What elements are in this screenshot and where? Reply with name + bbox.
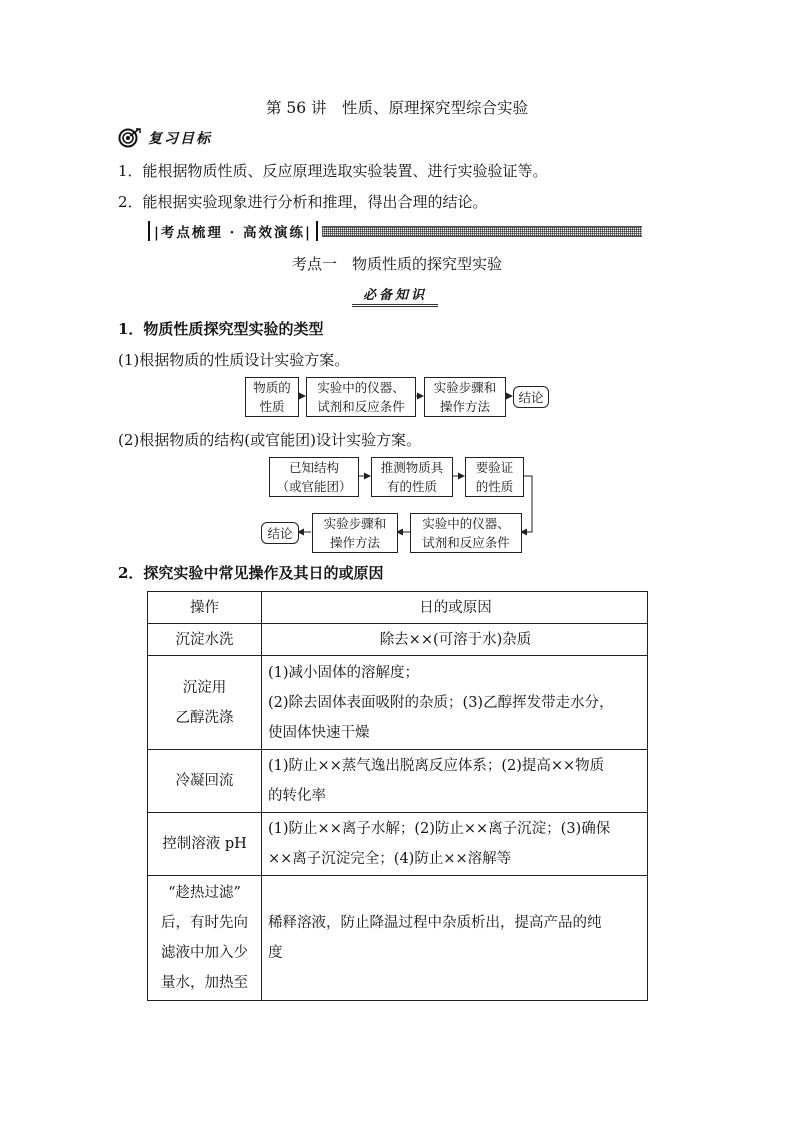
objective-item: 1．能根据物质性质、反应原理选取实验装置、进行实验验证等。 — [118, 162, 548, 180]
part2-heading: 2．探究实验中常见操作及其日的或原因 — [118, 564, 384, 582]
page-title: 第 56 讲 性质、原理探究型综合实验 — [265, 99, 529, 117]
table-cell-op: “趁热过滤” 后，有时先向 滤液中加入少 量水，加热至 — [148, 876, 262, 1001]
flow2-box-steps: 实验步骤和 操作方法 — [312, 513, 398, 553]
table-row — [148, 750, 648, 813]
objective-item: 2．能根据实验现象进行分析和推理，得出合理的结论。 — [118, 193, 488, 211]
table-cell-reason: (1)防止××离子水解；(2)防止××离子沉淀；(3)确保 ××离子沉淀完全；(4)防止××溶解等 — [262, 813, 648, 876]
table-cell-op: 控制溶液 pH — [148, 813, 262, 876]
flow2-box-conclusion: 结论 — [261, 522, 299, 544]
flow1-box-properties: 物质的 性质 — [245, 377, 299, 417]
part1-item1: (1)根据物质的性质设计实验方案。 — [118, 351, 350, 369]
topic-title: 考点一 物质性质的探究型实验 — [291, 255, 502, 273]
knowledge-label: 必备知识 — [352, 284, 438, 307]
table-row — [148, 876, 648, 1001]
flow2-box-infer: 推测物质具 有的性质 — [371, 457, 453, 497]
operations-table — [147, 591, 648, 1001]
table-cell-reason: (1)减小固体的溶解度； (2)除去固体表面吸附的杂质；(3)乙醇挥发带走水分， 使固体快速干燥 — [262, 656, 648, 750]
objectives-label: 复习目标 — [148, 131, 212, 147]
part1-item2: (2)根据物质的结构(或官能团)设计实验方案。 — [118, 431, 421, 449]
table-cell-op: 沉淀用 乙醇洗涤 — [148, 656, 262, 750]
part1-heading: 1．物质性质探究型实验的类型 — [118, 320, 324, 338]
table-cell-reason: 稀释溶液，防止降温过程中杂质析出，提高产品的纯 度 — [262, 876, 648, 1001]
table-header-row — [148, 592, 648, 624]
table-cell-reason: (1)防止××蒸气逸出脱离反应体系；(2)提高××物质 的转化率 — [262, 750, 648, 813]
table-cell-op: 沉淀水洗 — [148, 624, 262, 656]
section-bar-label: |考点梳理 · 高效演练| — [148, 221, 318, 241]
table-cell-reason: 除去××(可溶于水)杂质 — [262, 624, 648, 656]
table-row — [148, 813, 648, 876]
table-header-cell: 日的或原因 — [262, 592, 648, 624]
flow1-box-conclusion: 结论 — [513, 386, 549, 408]
table-cell-op: 冷凝回流 — [148, 750, 262, 813]
table-row — [148, 624, 648, 656]
flow2-box-structure: 已知结构 （或官能团） — [269, 457, 359, 497]
table-header-cell: 操作 — [148, 592, 262, 624]
flow1-box-steps: 实验步骤和 操作方法 — [424, 377, 506, 417]
flow2-box-instruments: 实验中的仪器、 试剂和反应条件 — [410, 513, 522, 553]
table-row — [148, 656, 648, 750]
flow1-box-instruments: 实验中的仪器、 试剂和反应条件 — [306, 377, 416, 417]
flow2-box-verify: 要验证 的性质 — [465, 457, 524, 497]
